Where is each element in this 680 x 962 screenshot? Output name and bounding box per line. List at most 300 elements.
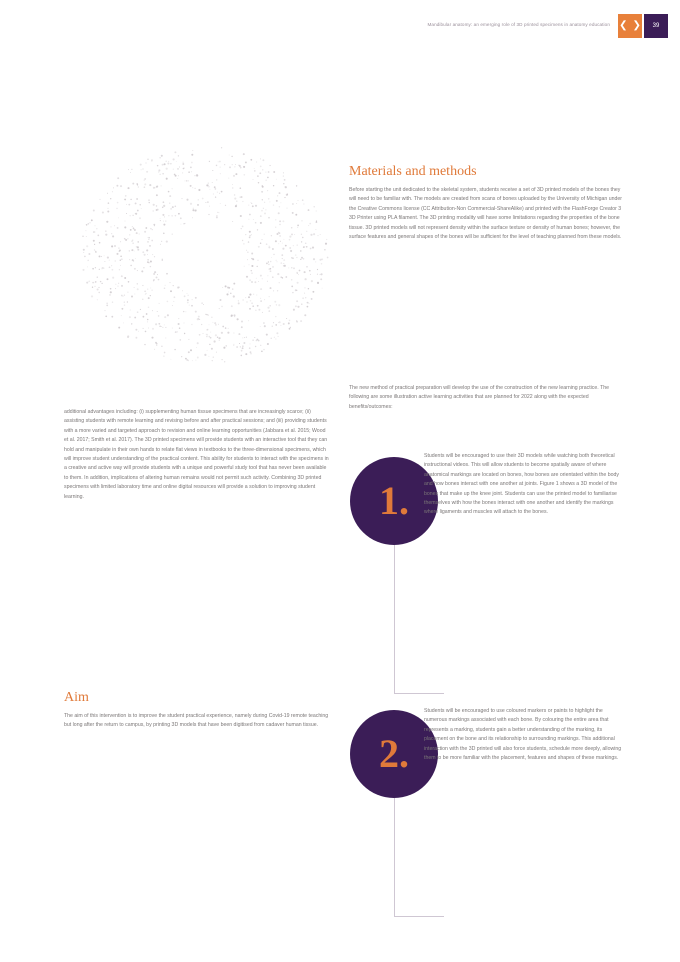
ring-dot bbox=[98, 287, 99, 288]
ring-dot bbox=[190, 185, 192, 187]
ring-dot bbox=[137, 288, 139, 290]
ring-dot bbox=[250, 353, 251, 354]
ring-dot bbox=[182, 172, 183, 173]
ring-dot bbox=[293, 267, 295, 269]
ring-dot bbox=[232, 288, 233, 289]
ring-dot bbox=[246, 276, 248, 278]
ring-dot bbox=[191, 171, 192, 172]
ring-dot bbox=[117, 227, 119, 229]
ring-dot bbox=[288, 267, 289, 268]
ring-dot bbox=[118, 247, 120, 249]
ring-dot bbox=[241, 350, 243, 352]
ring-dot bbox=[213, 194, 214, 195]
ring-dot bbox=[170, 290, 172, 292]
ring-dot bbox=[289, 320, 291, 322]
ring-dot bbox=[249, 347, 251, 349]
ring-dot bbox=[286, 318, 287, 319]
ring-dot bbox=[241, 228, 242, 229]
ring-dot bbox=[224, 361, 225, 362]
ring-dot bbox=[151, 290, 152, 291]
ring-dot bbox=[254, 168, 255, 169]
page-number: 39 bbox=[644, 14, 668, 38]
ring-dot bbox=[206, 314, 207, 315]
ring-dot bbox=[160, 174, 161, 175]
ring-dot bbox=[255, 222, 257, 224]
ring-dot bbox=[320, 274, 321, 275]
ring-dot bbox=[285, 186, 287, 188]
ring-dot bbox=[161, 326, 162, 327]
ring-dot bbox=[91, 219, 93, 221]
ring-dot bbox=[134, 293, 135, 294]
ring-dot bbox=[231, 305, 233, 307]
ring-dot bbox=[251, 253, 253, 255]
ring-dot bbox=[288, 322, 290, 324]
ring-dot bbox=[268, 246, 270, 248]
ring-dot bbox=[114, 225, 115, 226]
ring-dot bbox=[275, 219, 276, 220]
ring-dot bbox=[240, 215, 242, 217]
ring-dot bbox=[86, 224, 88, 226]
ring-dot bbox=[304, 293, 305, 294]
ring-dot bbox=[225, 327, 226, 328]
ring-dot bbox=[135, 213, 136, 214]
ring-dot bbox=[175, 175, 177, 177]
ring-dot bbox=[129, 259, 130, 260]
ring-dot bbox=[217, 337, 219, 339]
ring-dot bbox=[144, 290, 146, 292]
ring-dot bbox=[191, 305, 193, 307]
ring-dot bbox=[158, 172, 159, 173]
ring-dot bbox=[284, 197, 285, 198]
ring-dot bbox=[109, 294, 111, 296]
ring-dot bbox=[134, 229, 136, 231]
ring-dot bbox=[284, 265, 286, 267]
ring-dot bbox=[262, 278, 263, 279]
ring-dot bbox=[162, 173, 163, 174]
ring-dot bbox=[300, 259, 301, 260]
ring-dot bbox=[127, 301, 128, 302]
ring-dot bbox=[157, 165, 159, 167]
materials-paragraph-1: Before starting the unit dedicated to the skeletal system, students receive a set of 3D printed models of the bones they will need to be familiar with. The models are created from scans of bones uploaded by the University of Michigan under the Creative Commons license (CC Attribution-Non Commercial-ShareAlike) and printed with the FlashForge Creator 3 3D Printer using PLA filament. The 3D printing modality will have some limitations regarding the properties of the bone tissue. 3D printed models will not represent density within the surface texture or density of human bones; however, the surface features and general shapes of the bones will be sufficient for the level of teaching planned from these models. bbox=[349, 187, 622, 241]
ring-dot bbox=[86, 236, 87, 237]
ring-dot bbox=[137, 184, 138, 185]
ring-dot bbox=[142, 251, 144, 253]
ring-dot bbox=[301, 257, 303, 259]
ring-dot bbox=[264, 234, 265, 235]
ring-dot bbox=[269, 201, 270, 202]
ring-dot bbox=[152, 210, 153, 211]
ring-dot bbox=[327, 257, 329, 259]
ring-dot bbox=[257, 175, 259, 177]
ring-dot bbox=[144, 178, 146, 180]
ring-dot bbox=[114, 245, 116, 247]
ring-dot bbox=[130, 215, 131, 216]
ring-dot bbox=[296, 320, 297, 321]
ring-dot bbox=[226, 345, 227, 346]
ring-dot bbox=[226, 293, 228, 295]
ring-dot bbox=[183, 311, 184, 312]
ring-dot bbox=[222, 287, 223, 288]
ring-dot bbox=[122, 296, 123, 297]
materials-paragraph-2: The new method of practical preparation will develop the use of the construction of the new learning practice. The following are some illustration active learning activities that are planned for 2022 along with the expected benefits/outcomes: bbox=[349, 385, 610, 410]
ring-dot bbox=[181, 198, 182, 199]
ring-dot bbox=[281, 277, 282, 278]
ring-dot bbox=[147, 321, 148, 322]
ring-dot bbox=[296, 185, 297, 186]
ring-dot bbox=[135, 258, 136, 259]
ring-dot bbox=[116, 185, 118, 187]
ring-dot bbox=[278, 243, 279, 244]
ring-dot bbox=[289, 328, 291, 330]
ring-dot bbox=[117, 177, 119, 179]
ring-dot bbox=[277, 273, 279, 275]
ring-dot bbox=[144, 179, 145, 180]
ring-dot bbox=[289, 247, 291, 249]
ring-dot bbox=[179, 167, 180, 168]
ring-dot bbox=[253, 179, 254, 180]
ring-dot bbox=[243, 166, 245, 168]
ring-dot bbox=[115, 260, 116, 261]
ring-dot bbox=[273, 185, 274, 186]
ring-dot bbox=[263, 349, 264, 350]
ring-dot bbox=[146, 171, 148, 173]
chevron-right-icon[interactable]: ❯ bbox=[632, 20, 641, 31]
ring-dot bbox=[134, 251, 135, 252]
ring-dot bbox=[191, 324, 192, 325]
activity-1-divider bbox=[394, 693, 444, 694]
ring-dot bbox=[134, 287, 135, 288]
ring-dot bbox=[301, 304, 302, 305]
ring-dot bbox=[199, 319, 200, 320]
ring-dot bbox=[163, 355, 164, 356]
ring-dot bbox=[272, 248, 274, 250]
ring-dot bbox=[253, 219, 254, 220]
ring-dot bbox=[118, 283, 119, 284]
ring-dot bbox=[83, 252, 84, 253]
ring-dot bbox=[110, 226, 111, 227]
ring-dot bbox=[147, 158, 149, 160]
ring-dot bbox=[305, 278, 307, 280]
ring-dot bbox=[124, 295, 125, 296]
ring-dot bbox=[280, 325, 281, 326]
chevron-left-icon[interactable]: ❮ bbox=[619, 20, 628, 31]
ring-dot bbox=[270, 268, 272, 270]
ring-dot bbox=[324, 249, 326, 251]
page-navigation bbox=[618, 14, 642, 38]
ring-dot bbox=[276, 332, 278, 334]
ring-dot bbox=[251, 281, 253, 283]
ring-dot bbox=[312, 291, 314, 293]
ring-dot bbox=[188, 180, 189, 181]
ring-dot bbox=[109, 266, 111, 268]
ring-dot bbox=[212, 170, 213, 171]
ring-dot bbox=[280, 202, 281, 203]
ring-dot bbox=[320, 234, 321, 235]
ring-dot bbox=[260, 166, 262, 168]
aim-paragraph: The aim of this intervention is to improve the student practical experience, namely during Covid-19 remote teaching but long after the return to campus, by printing 3D models that have been digitised from cadaver human tissue. bbox=[64, 713, 329, 729]
ring-dot bbox=[272, 266, 274, 268]
ring-dot bbox=[143, 328, 144, 329]
ring-dot bbox=[201, 324, 202, 325]
ring-dot bbox=[249, 264, 250, 265]
ring-dot bbox=[129, 316, 131, 318]
ring-dot bbox=[82, 269, 84, 271]
ring-dot bbox=[198, 199, 199, 200]
ring-dot bbox=[313, 258, 315, 260]
ring-dot bbox=[174, 296, 176, 298]
ring-dot bbox=[152, 328, 154, 330]
ring-dot bbox=[302, 297, 304, 299]
ring-dot bbox=[163, 233, 165, 235]
ring-dot bbox=[249, 308, 251, 310]
ring-dot bbox=[128, 281, 130, 283]
ring-dot bbox=[178, 175, 179, 176]
ring-dot bbox=[178, 323, 180, 325]
ring-dot bbox=[157, 274, 158, 275]
ring-dot bbox=[192, 209, 194, 211]
ring-dot bbox=[93, 240, 95, 242]
ring-dot bbox=[87, 260, 89, 262]
ring-dot bbox=[227, 332, 229, 334]
ring-dot bbox=[124, 305, 125, 306]
ring-dot bbox=[256, 278, 257, 279]
ring-dot bbox=[119, 269, 120, 270]
ring-dot bbox=[100, 281, 101, 282]
ring-dot bbox=[305, 243, 306, 244]
ring-dot bbox=[157, 311, 158, 312]
ring-dot bbox=[283, 323, 285, 325]
ring-dot bbox=[221, 147, 222, 148]
ring-dot bbox=[137, 283, 138, 284]
ring-dot bbox=[257, 305, 259, 307]
ring-dot bbox=[272, 326, 273, 327]
ring-dot bbox=[258, 260, 259, 261]
ring-dot bbox=[135, 329, 137, 331]
ring-dot bbox=[136, 246, 137, 247]
ring-dot bbox=[298, 200, 299, 201]
ring-dot bbox=[159, 157, 160, 158]
ring-dot bbox=[281, 254, 283, 256]
ring-dot bbox=[292, 292, 293, 293]
ring-dot bbox=[99, 242, 101, 244]
activity-1-number: 1. bbox=[379, 478, 409, 523]
ring-dot bbox=[148, 307, 150, 309]
ring-dot bbox=[243, 153, 245, 155]
ring-dot bbox=[177, 178, 178, 179]
ring-dot bbox=[88, 280, 90, 282]
ring-dot bbox=[267, 307, 269, 309]
ring-dot bbox=[165, 327, 166, 328]
ring-dot bbox=[247, 252, 248, 253]
ring-dot bbox=[177, 331, 178, 332]
ring-dot bbox=[107, 193, 108, 194]
ring-dot bbox=[258, 246, 260, 248]
ring-dot bbox=[150, 288, 151, 289]
ring-dot bbox=[289, 239, 291, 241]
ring-dot bbox=[168, 215, 169, 216]
ring-dot bbox=[218, 161, 219, 162]
ring-dot bbox=[275, 316, 276, 317]
ring-dot bbox=[233, 175, 235, 177]
ring-dot bbox=[177, 287, 179, 289]
ring-dot bbox=[249, 279, 251, 281]
ring-dot bbox=[245, 234, 246, 235]
ring-dot bbox=[159, 326, 161, 328]
ring-dot bbox=[172, 188, 173, 189]
ring-dot bbox=[279, 235, 280, 236]
ring-dot bbox=[260, 288, 262, 290]
ring-dot bbox=[94, 286, 95, 287]
ring-dot bbox=[276, 260, 277, 261]
ring-dot bbox=[219, 161, 221, 163]
activity-2-connector bbox=[394, 798, 395, 916]
ring-dot bbox=[274, 301, 276, 303]
ring-dot bbox=[245, 297, 246, 298]
ring-dot bbox=[180, 339, 182, 341]
ring-dot bbox=[321, 263, 323, 265]
ring-dot bbox=[267, 275, 268, 276]
ring-dot bbox=[282, 258, 283, 259]
ring-dot bbox=[188, 295, 189, 296]
ring-dot bbox=[104, 255, 105, 256]
ring-dot bbox=[270, 261, 272, 263]
ring-dot bbox=[172, 305, 173, 306]
ring-dot bbox=[162, 259, 163, 260]
ring-dot bbox=[291, 233, 293, 235]
ring-dot bbox=[121, 275, 123, 277]
ring-dot bbox=[249, 294, 251, 296]
ring-dot bbox=[233, 314, 235, 316]
ring-dot bbox=[144, 231, 146, 233]
ring-dot bbox=[183, 322, 184, 323]
ring-dot bbox=[273, 204, 274, 205]
ring-dot bbox=[241, 196, 243, 198]
ring-dot bbox=[93, 232, 94, 233]
activity-1-text: Students will be encouraged to use their 3D models while watching both theoretical instructional videos. This will allow students to become spatially aware of where anatomical markings are located on bones, how bones are orientated within the body and how bones interact with one another at joints. Figure 1 shows a 3D model of the bones that make up the knee joint. Students can use the printed model to familiarise themselves with how the bones interact with one another and identify the markings where ligaments and muscles will attach to the bones. bbox=[424, 453, 619, 516]
ring-dot bbox=[153, 273, 155, 275]
ring-dot bbox=[148, 239, 149, 240]
ring-dot bbox=[266, 180, 267, 181]
ring-dot bbox=[172, 328, 173, 329]
ring-dot bbox=[251, 202, 252, 203]
ring-dot bbox=[259, 172, 261, 174]
ring-dot bbox=[141, 270, 143, 272]
ring-dot bbox=[107, 208, 108, 209]
ring-dot bbox=[183, 168, 185, 170]
ring-dot bbox=[260, 275, 262, 277]
ring-dot bbox=[131, 323, 132, 324]
ring-dot bbox=[282, 248, 284, 250]
ring-dot bbox=[121, 308, 123, 310]
ring-dot bbox=[173, 285, 174, 286]
ring-dot bbox=[134, 317, 136, 319]
ring-dot bbox=[121, 315, 122, 316]
ring-dot bbox=[197, 342, 199, 344]
ring-dot bbox=[219, 308, 220, 309]
ring-dot bbox=[321, 258, 323, 260]
ring-dot bbox=[151, 160, 152, 161]
ring-dot bbox=[304, 271, 306, 273]
ring-dot bbox=[111, 316, 113, 318]
ring-dot bbox=[127, 187, 129, 189]
ring-dot bbox=[165, 160, 167, 162]
ring-dot bbox=[207, 201, 209, 203]
ring-dot bbox=[311, 280, 313, 282]
ring-dot bbox=[163, 205, 165, 207]
ring-dot bbox=[211, 317, 212, 318]
ring-dot bbox=[277, 195, 278, 196]
ring-dot bbox=[121, 285, 123, 287]
ring-dot bbox=[276, 179, 277, 180]
ring-dot bbox=[265, 209, 266, 210]
ring-dot bbox=[257, 229, 258, 230]
ring-dot bbox=[287, 208, 288, 209]
ring-dot bbox=[137, 246, 139, 248]
ring-dot bbox=[212, 182, 213, 183]
ring-dot bbox=[227, 287, 229, 289]
ring-dot bbox=[124, 301, 125, 302]
ring-dot bbox=[257, 266, 258, 267]
ring-dot bbox=[104, 261, 105, 262]
ring-dot bbox=[144, 186, 146, 188]
ring-dot bbox=[148, 237, 150, 239]
ring-dot bbox=[168, 161, 169, 162]
ring-dot bbox=[268, 171, 270, 173]
ring-dot bbox=[235, 205, 237, 207]
ring-dot bbox=[199, 334, 201, 336]
ring-dot bbox=[82, 236, 83, 237]
ring-dot bbox=[144, 254, 146, 256]
ring-dot bbox=[233, 345, 234, 346]
ring-dot bbox=[121, 259, 122, 260]
ring-dot bbox=[208, 186, 210, 188]
ring-dot bbox=[147, 259, 148, 260]
ring-dot bbox=[165, 285, 166, 286]
ring-dot bbox=[157, 185, 159, 187]
ring-dot bbox=[191, 162, 193, 164]
ring-dot bbox=[132, 259, 134, 261]
ring-dot bbox=[242, 337, 243, 338]
ring-dot bbox=[151, 159, 152, 160]
activity-2-text: Students will be encouraged to use coloured markers or paints to highlight the numerous markings associated with each bone. By colouring the entire area that represents a marking, students gain a better understanding of the marking, its placement on the bone and its relationship to surrounding markings. This additional interaction with the 3D printed will also force students, schedule more deeply, allowing them to be more familiar with the placement, features and shapes of these markings. bbox=[424, 708, 622, 762]
ring-dot bbox=[280, 262, 282, 264]
ring-dot bbox=[310, 234, 312, 236]
ring-dot bbox=[192, 360, 193, 361]
ring-dot bbox=[125, 221, 126, 222]
ring-dot bbox=[292, 212, 294, 214]
ring-dot bbox=[273, 254, 274, 255]
ring-dot bbox=[197, 357, 199, 359]
ring-dot bbox=[232, 187, 233, 188]
ring-dot bbox=[160, 244, 161, 245]
ring-dot bbox=[178, 318, 179, 319]
ring-dot bbox=[118, 327, 120, 329]
ring-dot bbox=[243, 342, 245, 344]
ring-dot bbox=[285, 245, 287, 247]
ring-dot bbox=[294, 234, 295, 235]
ring-dot bbox=[146, 163, 147, 164]
ring-dot bbox=[175, 206, 177, 208]
ring-dot bbox=[130, 172, 131, 173]
ring-dot bbox=[225, 205, 226, 206]
ring-dot bbox=[299, 270, 301, 272]
ring-dot bbox=[184, 180, 185, 181]
ring-dot bbox=[297, 227, 298, 228]
ring-dot bbox=[182, 163, 184, 165]
ring-dot bbox=[268, 310, 270, 312]
ring-dot bbox=[246, 301, 247, 302]
activity-2-divider bbox=[394, 916, 444, 917]
